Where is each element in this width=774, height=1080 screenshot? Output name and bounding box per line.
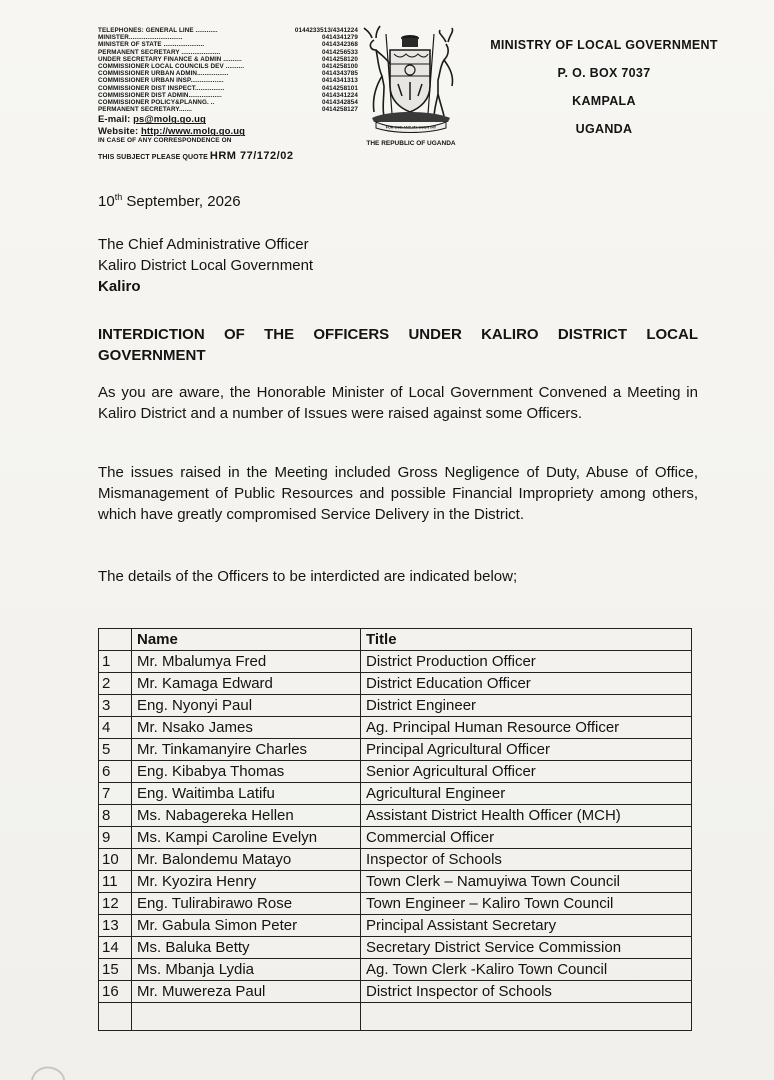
table-row (99, 761, 692, 783)
row-number: 1 (99, 651, 132, 673)
contact-label: COMMISSIONER LOCAL COUNCILS DEV .......... (98, 63, 245, 71)
ministry-po-box: P. O. BOX 7037 (557, 66, 651, 80)
table-empty-row (99, 1003, 692, 1031)
contact-number: 0414258101 (321, 84, 358, 92)
officer-name: Eng. Tulirabirawo Rose (132, 893, 361, 915)
row-number: 7 (99, 783, 132, 805)
ministry-address (472, 31, 736, 143)
contact-label: COMMISSIONER URBAN INSP.................. (98, 77, 224, 85)
website-link[interactable]: http://www.molg.go.ug (140, 126, 246, 138)
table-row (99, 959, 692, 981)
reference-number: HRM 77/172/02 (209, 150, 294, 163)
row-number: 14 (99, 937, 132, 959)
officer-name: Mr. Tinkamanyire Charles (132, 739, 361, 761)
row-number: 3 (99, 695, 132, 717)
email-line (98, 114, 358, 125)
row-number: 15 (99, 959, 132, 981)
officer-title: Commercial Officer (361, 827, 692, 849)
contact-row (98, 63, 358, 70)
addressee-organization: Kaliro District Local Government (98, 257, 314, 274)
table-row (99, 739, 692, 761)
row-number: 12 (99, 893, 132, 915)
officer-name: Eng. Waitimba Latifu (132, 783, 361, 805)
table-row (99, 981, 692, 1003)
officer-name: Eng. Kibabya Thomas (132, 761, 361, 783)
paragraph-issues: The issues raised in the Meeting included Gross Negligence of Duty, Abuse of Office, Mismanagement of Public Resources and possible Financial Impropriety among others, which have greatly compromised Service Delivery in the District. (98, 464, 698, 523)
contact-row (98, 34, 358, 41)
officer-name: Mr. Nsako James (132, 717, 361, 739)
officer-title: Assistant District Health Officer (MCH) (361, 805, 692, 827)
drum-body (402, 38, 418, 47)
row-number: 2 (99, 673, 132, 695)
row-number: 5 (99, 739, 132, 761)
header-title: Title (361, 629, 692, 651)
table-row (99, 717, 692, 739)
row-number: 9 (99, 827, 132, 849)
officers-table (98, 628, 692, 1031)
header-name: Name (132, 629, 361, 651)
contact-label: COMMISSIONER DIST ADMIN.................. (98, 91, 222, 99)
officer-name: Ms. Kampi Caroline Evelyn (132, 827, 361, 849)
row-number: 4 (99, 717, 132, 739)
email-label: E-mail: (98, 114, 131, 126)
ministry-country: UGANDA (575, 122, 633, 136)
officer-title: Town Clerk – Namuyiwa Town Council (361, 871, 692, 893)
officer-name: Ms. Mbanja Lydia (132, 959, 361, 981)
officer-name: Mr. Gabula Simon Peter (132, 915, 361, 937)
correspondence-note: IN CASE OF ANY CORRESPONDENCE ON (98, 137, 232, 145)
officer-title: Principal Assistant Secretary (361, 915, 692, 937)
subject-heading (98, 324, 698, 366)
row-number: 11 (99, 871, 132, 893)
shield (390, 50, 430, 112)
addressee-title: The Chief Administrative Officer (98, 236, 309, 253)
table-row (99, 651, 692, 673)
officer-title: Ag. Principal Human Resource Officer (361, 717, 692, 739)
officer-name: Ms. Nabagereka Hellen (132, 805, 361, 827)
contact-row (98, 49, 358, 56)
table-row (99, 695, 692, 717)
row-number: 8 (99, 805, 132, 827)
republic-label: THE REPUBLIC OF UGANDA (366, 140, 456, 147)
row-number: 13 (99, 915, 132, 937)
table-row (99, 805, 692, 827)
contact-number: 0414258100 (321, 63, 358, 71)
contact-label: PERMANENT SECRETARY....... (98, 106, 192, 114)
website-label: Website: (98, 126, 139, 138)
contact-number: 0414342368 (321, 41, 358, 49)
contact-row (98, 77, 358, 84)
contact-row (98, 106, 358, 113)
contact-label: PERMANENT SECRETARY ..................... (98, 48, 221, 56)
table-row (99, 937, 692, 959)
table-header-row (99, 629, 692, 651)
crest-motto: FOR GOD AND MY COUNTRY (385, 125, 437, 130)
contact-row (98, 92, 358, 99)
paragraph-meeting: As you are aware, the Honorable Minister of Local Government Convened a Meeting in Kaliro District and a number of Issues were raised against some Officers. (98, 384, 698, 422)
header-number (99, 629, 132, 651)
table-row (99, 915, 692, 937)
officer-title: Inspector of Schools (361, 849, 692, 871)
contact-row (98, 41, 358, 48)
table-row (99, 783, 692, 805)
officer-name: Mr. Kyozira Henry (132, 871, 361, 893)
officer-title: District Education Officer (361, 673, 692, 695)
officer-title: Ag. Town Clerk -Kaliro Town Council (361, 959, 692, 981)
officer-title: District Engineer (361, 695, 692, 717)
addressee-block (98, 234, 313, 297)
officer-title: Town Engineer – Kaliro Town Council (361, 893, 692, 915)
contact-row (98, 27, 358, 34)
contact-label: COMMISSIONER DIST INSPECT................ (98, 84, 225, 92)
officer-name: Mr. Muwereza Paul (132, 981, 361, 1003)
crane-figure (434, 28, 453, 118)
contact-number: 0414342854 (321, 99, 358, 107)
website-line (98, 126, 358, 137)
ministry-city: KAMPALA (572, 94, 636, 108)
contact-label: MINISTER............................. (98, 34, 183, 42)
contact-label: TELEPHONES: GENERAL LINE ............ (98, 27, 218, 34)
contact-label: COMMISSIONER POLICY&PLANNG. .. (98, 99, 215, 107)
coat-of-arms-icon (354, 24, 466, 134)
table-row (99, 871, 692, 893)
officer-title: District Inspector of Schools (361, 981, 692, 1003)
contact-row (98, 99, 358, 106)
table-row (99, 893, 692, 915)
ministry-name: MINISTRY OF LOCAL GOVERNMENT (490, 38, 718, 52)
empty-cell (132, 1003, 361, 1031)
officers-table-body (99, 651, 692, 1031)
contact-number: 0414341224 (321, 91, 358, 99)
contact-number: 0414258120 (321, 55, 358, 63)
row-number: 16 (99, 981, 132, 1003)
row-number: 6 (99, 761, 132, 783)
contact-list (98, 27, 358, 113)
scanner-watermark-icon (30, 1064, 66, 1080)
contact-row (98, 85, 358, 92)
date-suffix: th (114, 192, 123, 202)
table-row (99, 827, 692, 849)
email-link[interactable]: ps@molg.go.ug (133, 114, 206, 126)
reference-line (98, 151, 358, 163)
contact-label: UNDER SECRETARY FINANCE & ADMIN .......... (98, 55, 242, 63)
officer-name: Mr. Balondemu Matayo (132, 849, 361, 871)
contact-number: 0414256533 (321, 48, 358, 56)
contact-number: 0414341279 (321, 34, 358, 42)
officer-name: Mr. Mbalumya Fred (132, 651, 361, 673)
letter-date (98, 192, 241, 210)
row-number: 10 (99, 849, 132, 871)
officer-name: Ms. Baluka Betty (132, 937, 361, 959)
date-day: 10 (98, 193, 115, 210)
officer-title: District Production Officer (361, 651, 692, 673)
officer-name: Eng. Nyonyi Paul (132, 695, 361, 717)
officer-name: Mr. Kamaga Edward (132, 673, 361, 695)
officer-title: Principal Agricultural Officer (361, 739, 692, 761)
contact-label: COMMISSIONER URBAN ADMIN................. (98, 70, 229, 78)
contact-block (98, 27, 358, 163)
table-row (99, 849, 692, 871)
contact-number: 0414341313 (321, 77, 358, 85)
empty-cell (99, 1003, 132, 1031)
contact-row (98, 70, 358, 77)
officer-title: Agricultural Engineer (361, 783, 692, 805)
contact-label: MINISTER OF STATE ...................... (98, 41, 205, 49)
contact-row (98, 56, 358, 63)
contact-number: 0414258127 (321, 106, 358, 114)
date-rest: September, 2026 (122, 193, 241, 210)
officer-title: Secretary District Service Commission (361, 937, 692, 959)
paragraph-details-intro: The details of the Officers to be interdicted are indicated below; (98, 568, 518, 585)
contact-number: 0414343785 (321, 70, 358, 78)
subject-line-2: GOVERNMENT (98, 347, 206, 364)
subject-line-1: INTERDICTION OF THE OFFICERS UNDER KALIRO DISTRICT LOCAL (98, 326, 698, 343)
empty-cell (361, 1003, 692, 1031)
addressee-town: Kaliro (98, 278, 141, 295)
table-row (99, 673, 692, 695)
contact-number: 0144233513/4341224 (294, 27, 358, 34)
officer-title: Senior Agricultural Officer (361, 761, 692, 783)
quote-prefix: THIS SUBJECT PLEASE QUOTE (98, 154, 208, 162)
